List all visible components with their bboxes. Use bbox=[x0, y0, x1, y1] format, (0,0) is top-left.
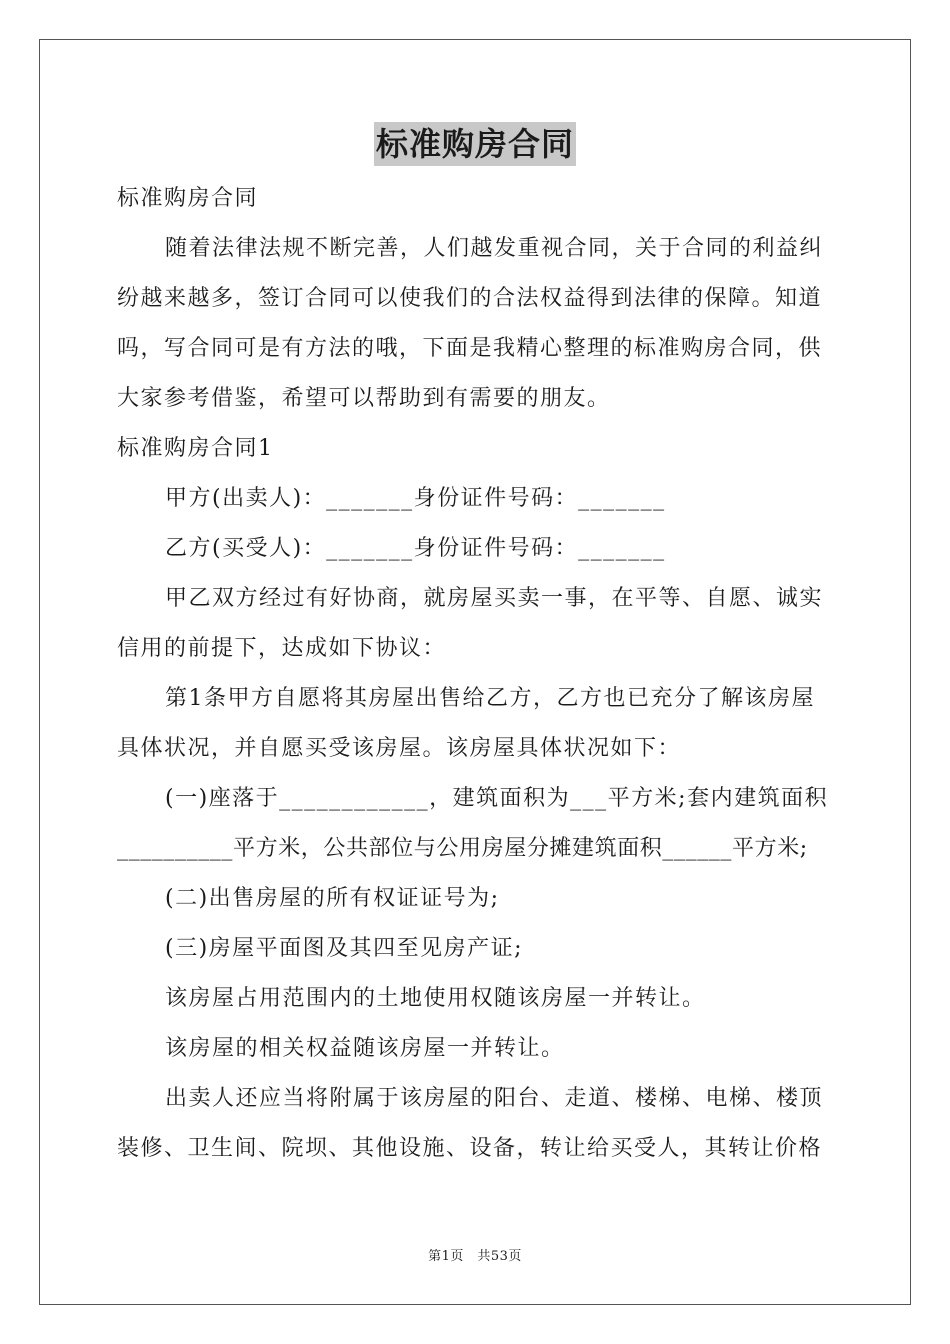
party-a-line: 甲方(出卖人)：_______身份证件号码：_______ bbox=[165, 486, 666, 511]
subtitle-line: 标准购房合同 bbox=[117, 186, 259, 211]
document-title: 标准购房合同 bbox=[374, 122, 576, 166]
clause-line: 该房屋占用范围内的土地使用权随该房屋一并转让。 bbox=[165, 986, 706, 1011]
section-heading: 标准购房合同1 bbox=[117, 436, 274, 461]
page-footer: 第1页 共53页 bbox=[428, 1249, 522, 1264]
clause-line: 具体状况，并自愿买受该房屋。该房屋具体状况如下： bbox=[117, 736, 682, 761]
title-container bbox=[0, 122, 950, 166]
clause-line: (三)房屋平面图及其四至见房产证; bbox=[165, 936, 524, 961]
page-border bbox=[39, 39, 911, 1305]
paragraph-line: 大家参考借鉴，希望可以帮助到有需要的朋友。 bbox=[117, 386, 611, 411]
paragraph-line: 随着法律法规不断完善，人们越发重视合同，关于合同的利益纠 bbox=[165, 236, 824, 261]
clause-line: __________平方米，公共部位与公用房屋分摊建筑面积______平方米; bbox=[117, 836, 808, 861]
paragraph-line: 甲乙双方经过有好协商，就房屋买卖一事，在平等、自愿、诚实 bbox=[165, 586, 824, 611]
clause-line: (一)座落于____________，建筑面积为___平方米;套内建筑面积 bbox=[165, 786, 829, 811]
clause-line: 装修、卫生间、院坝、其他设施、设备，转让给买受人，其转让价格 bbox=[117, 1136, 823, 1161]
paragraph-line: 吗，写合同可是有方法的哦，下面是我精心整理的标准购房合同，供 bbox=[117, 336, 823, 361]
clause-line: 该房屋的相关权益随该房屋一并转让。 bbox=[165, 1036, 565, 1061]
clause-line: (二)出售房屋的所有权证证号为; bbox=[165, 886, 500, 911]
party-b-line: 乙方(买受人)：_______身份证件号码：_______ bbox=[165, 536, 666, 561]
paragraph-line: 纷越来越多，签订合同可以使我们的合法权益得到法律的保障。知道 bbox=[117, 286, 823, 311]
paragraph-line: 信用的前提下，达成如下协议： bbox=[117, 636, 447, 661]
clause-line: 出卖人还应当将附属于该房屋的阳台、走道、楼梯、电梯、楼顶 bbox=[165, 1086, 824, 1111]
clause-line: 第1条甲方自愿将其房屋出售给乙方，乙方也已充分了解该房屋 bbox=[165, 686, 815, 711]
